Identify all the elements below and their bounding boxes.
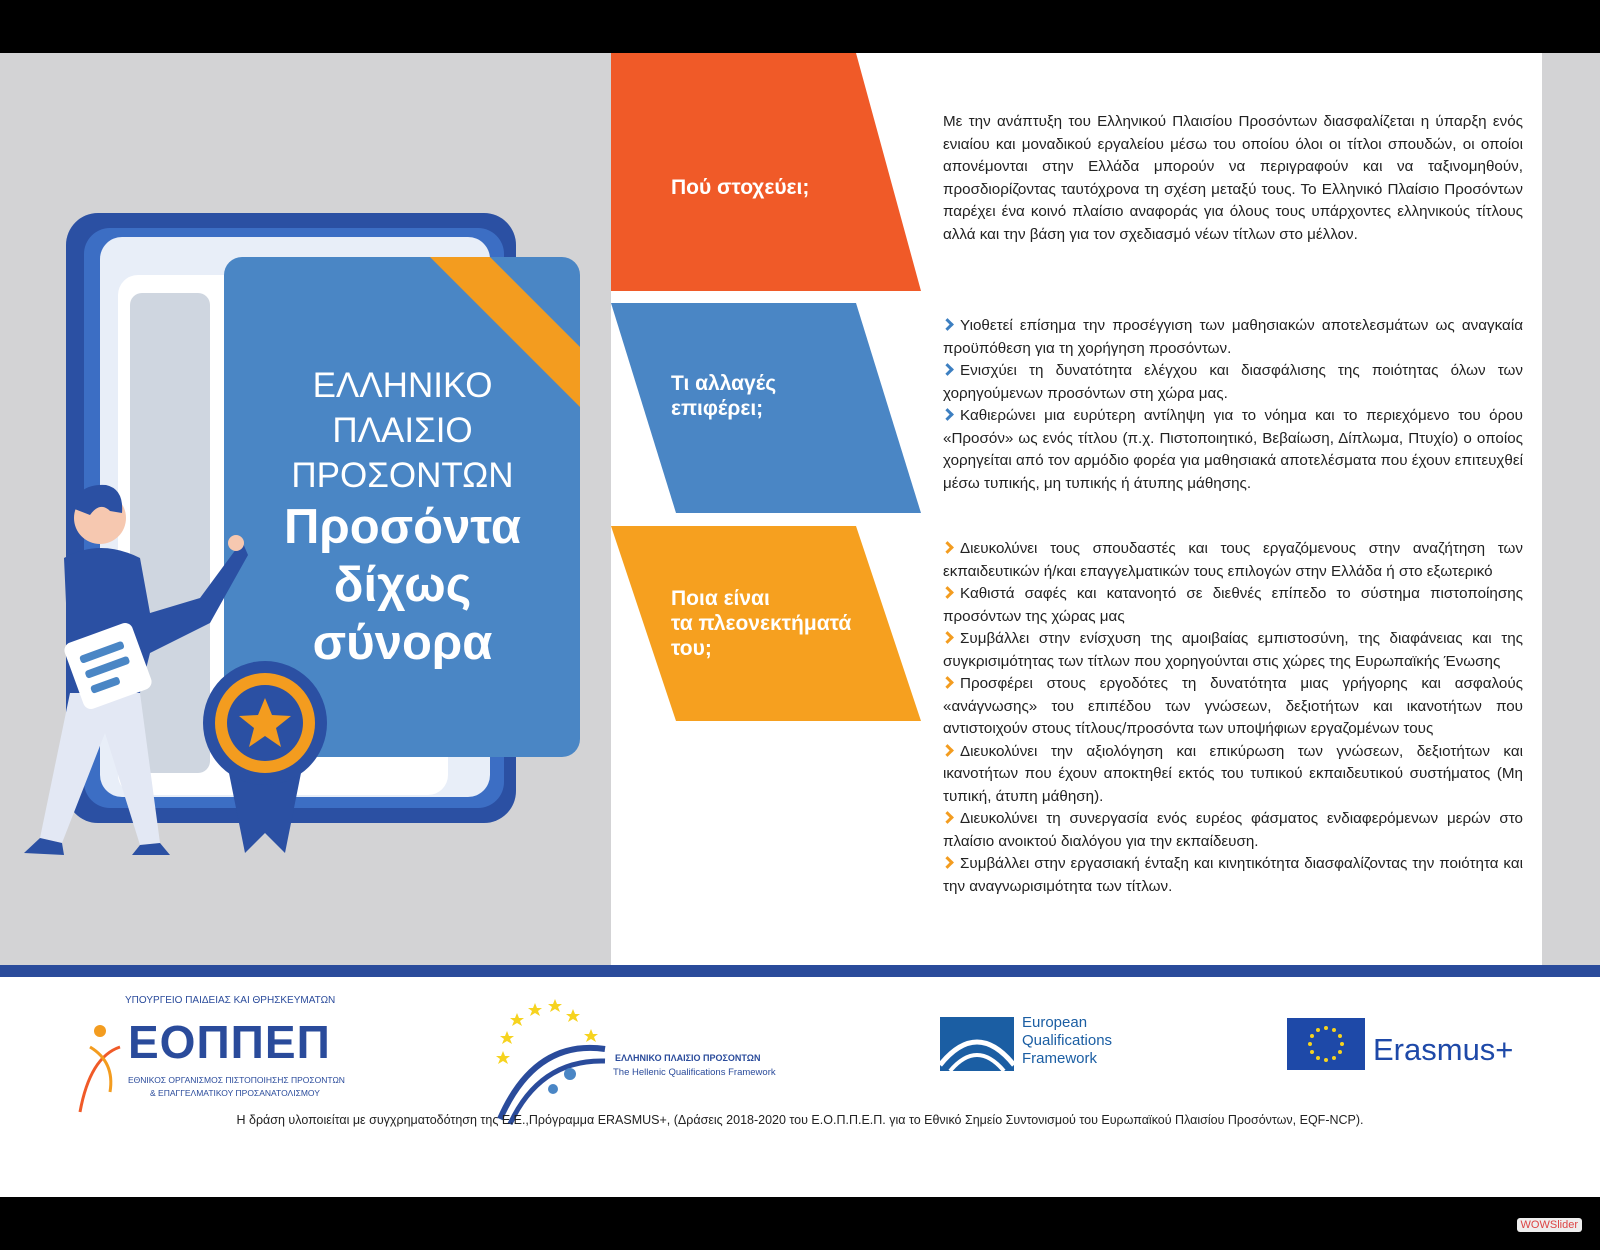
- eqf-line-1: European: [1022, 1014, 1088, 1031]
- ministry-label: ΥΠΟΥΡΓΕΙΟ ΠΑΙΔΕΙΑΣ ΚΑΙ ΘΡΗΣΚΕΥΜΑΤΩΝ: [125, 995, 336, 1006]
- eoppep-subtitle-1: ΕΘΝΙΚΟΣ ΟΡΓΑΝΙΣΜΟΣ ΠΙΣΤΟΠΟΙΗΣΗΣ ΠΡΟΣΟΝΤΩΝ: [128, 1075, 345, 1085]
- funding-note: Η δράση υλοποιείται με συγχρηματοδότηση της Ε.Ε.,Πρόγραμμα ERASMUS+, (Δράσεις 2018-2020 του Ε.Ο.Π.Π.Ε.Π. για το Εθνικό Σημείο Συντονισμού του Ευρωπαϊκού Πλαισίου Προσόντων, EQF-NCP).: [236, 1113, 1364, 1127]
- section-target: [611, 53, 1542, 291]
- headline-bold-2: δίχως: [333, 558, 472, 612]
- section-2-title: Τι αλλαγές επιφέρει;: [671, 372, 777, 420]
- section-changes: [611, 303, 1542, 513]
- eqf-line-2: Qualifications: [1022, 1032, 1113, 1049]
- logo-strip: [0, 977, 1600, 1197]
- list-item: Συμβάλλει στην ενίσχυση της αμοιβαίας εμπιστοσύνη, της διαφάνειας και της συγκρισιμότητας των τίτλων που χορηγούνται στις χώρες της Ευρωπαϊκής Ένωσης: [943, 630, 1523, 670]
- eqf-logo: [940, 1014, 1140, 1077]
- list-item: Ενισχύει τη δυνατότητα ελέγχου και διασφάλισης της ποιότητας όλων των χορηγούμενων προσόντων στη χώρα μας.: [943, 362, 1523, 402]
- list-item: Διευκολύνει την αξιολόγηση και επικύρωση των γνώσεων, δεξιοτήτων και ικανοτήτων που έχουν αποκτηθεί εκτός του τυπικού εκπαιδευτικού συστήματος (Μη τυπική, άτυπη μάθηση).: [943, 742, 1523, 805]
- section-1-paragraph: Με την ανάπτυξη του Ελληνικού Πλαισίου Προσόντων διασφαλίζεται η ύπαρξη ενός ενιαίου και μοναδικού εργαλείου μέσω του οποίου όλοι οι τίτλοι σπουδών, οι οποίοι απονέμονται στην Ελλάδα μπορούν να περιγραφούν και να ταξινομηθούν, προσδιορίζοντας ταυτόχρονα τη σχέση μεταξύ τους. Το Ελληνικό Πλαίσιο Προσόντων παρέχει ένα κοινό πλαίσιο αναφοράς για όλους τους υπάρχοντες ελληνικούς τίτλους αλλά και την βάση για τον σχεδιασμό νέων τίτλων στο μέλλον.: [943, 113, 1523, 243]
- eu-flag-icon: [1287, 1018, 1365, 1070]
- chevron-right-icon: [941, 408, 954, 421]
- section-advantages: [611, 526, 1542, 965]
- hqf-logo: [495, 999, 785, 1129]
- illustration-panel: [0, 53, 611, 965]
- chevron-right-icon: [941, 631, 954, 644]
- list-item: Διευκολύνει τους σπουδαστές και τους εργαζόμενους στην αναζήτηση των εκπαιδευτικών ή/και επαγγελματικών τους επιλογών στην Ελλάδα ή στο εξωτερικό: [943, 540, 1523, 580]
- chevron-right-icon: [941, 676, 954, 689]
- erasmus-logo: [1287, 1018, 1547, 1073]
- hqf-subtitle: The Hellenic Qualifications Framework: [613, 1067, 776, 1078]
- chevron-right-icon: [941, 318, 954, 331]
- eqf-bridge-icon: [940, 1017, 1014, 1071]
- headline-line-1: ΕΛΛΗΝΙΚΟ: [312, 366, 493, 405]
- list-item: Καθιερώνει μια ευρύτερη αντίληψη για το νόημα και το περιεχόμενο του όρου «Προσόν» ως ενός τίτλου (π.χ. Πιστοποιητικό, Βεβαίωση, Δίπλωμα, Πτυχίο) ο οποίος χορηγείται από τον αρμόδιο φορέα για μαθησιακά αποτελέσματα που έχουν επιτευχθεί μέσω τυπικής, μη τυπικής ή άτυπης μάθησης.: [943, 407, 1523, 492]
- list-item: Προσφέρει στους εργοδότες τη δυνατότητα μιας γρήγορης και ασφαλούς «ανάγνωσης» του επιπέδου των γνώσεων, δεξιοτήτων και ικανοτήτων που αντιστοιχούν στους τίτλους/προσόντα των υποψήφιων εργαζομένων τους: [943, 675, 1523, 737]
- chevron-right-icon: [941, 811, 954, 824]
- headline-line-2: ΠΛΑΙΣΙΟ: [332, 411, 473, 450]
- divider-bar: [0, 965, 1600, 977]
- hqf-title: ΕΛΛΗΝΙΚΟ ΠΛΑΙΣΙΟ ΠΡΟΣΟΝΤΩΝ: [615, 1053, 761, 1063]
- infographic: [0, 53, 1600, 1197]
- section-2-bullets: [943, 315, 1523, 495]
- section-1-title: Πού στοχεύει;: [671, 176, 810, 199]
- eoppep-figure-icon: [70, 1017, 130, 1117]
- right-margin: [1542, 53, 1600, 965]
- headline-line-3: ΠΡΟΣΟΝΤΩΝ: [291, 456, 514, 495]
- chevron-right-icon: [941, 856, 954, 869]
- list-item: Καθιστά σαφές και κατανοητό σε διεθνές επίπεδο το σύστημα πιστοποίησης προσόντων της χώρας μας: [943, 585, 1523, 625]
- chevron-right-icon: [941, 586, 954, 599]
- list-item: Συμβάλλει στην εργασιακή ένταξη και κινητικότητα διασφαλίζοντας την ποιότητα και την αναγνωρισιμότητα των τίτλων.: [943, 855, 1523, 895]
- headline-bold-3: σύνορα: [312, 616, 493, 670]
- headline: [225, 363, 580, 672]
- eoppep-wordmark: ΕΟΠΠΕΠ: [128, 1016, 331, 1068]
- erasmus-wordmark: Erasmus+: [1373, 1032, 1514, 1067]
- eqf-line-3: Framework: [1022, 1050, 1098, 1067]
- hqf-stars-icon: [495, 999, 615, 1129]
- section-1-banner: [611, 53, 921, 291]
- section-3-title: Ποια είναι τα πλεονεκτήματά του;: [671, 587, 852, 660]
- list-item: Υιοθετεί επίσημα την προσέγγιση των μαθησιακών αποτελεσμάτων ως αναγκαία προϋπόθεση για τη χορήγηση προσόντων.: [943, 317, 1523, 357]
- eoppep-logo: [70, 995, 350, 1125]
- eoppep-subtitle-2: & ΕΠΑΓΓΕΛΜΑΤΙΚΟΥ ΠΡΟΣΑΝΑΤΟΛΙΣΜΟΥ: [150, 1088, 320, 1098]
- headline-bold-1: Προσόντα: [284, 500, 521, 554]
- chevron-right-icon: [941, 744, 954, 757]
- list-item: Διευκολύνει τη συνεργασία ενός ευρέος φάσματος ενδιαφερόμενων μερών στο πλαίσιο ανοικτού διαλόγου για την εκπαίδευση.: [943, 810, 1523, 850]
- watermark: WOWSlider: [1517, 1218, 1582, 1232]
- section-3-bullets: [943, 538, 1523, 898]
- chevron-right-icon: [941, 541, 954, 554]
- chevron-right-icon: [941, 363, 954, 376]
